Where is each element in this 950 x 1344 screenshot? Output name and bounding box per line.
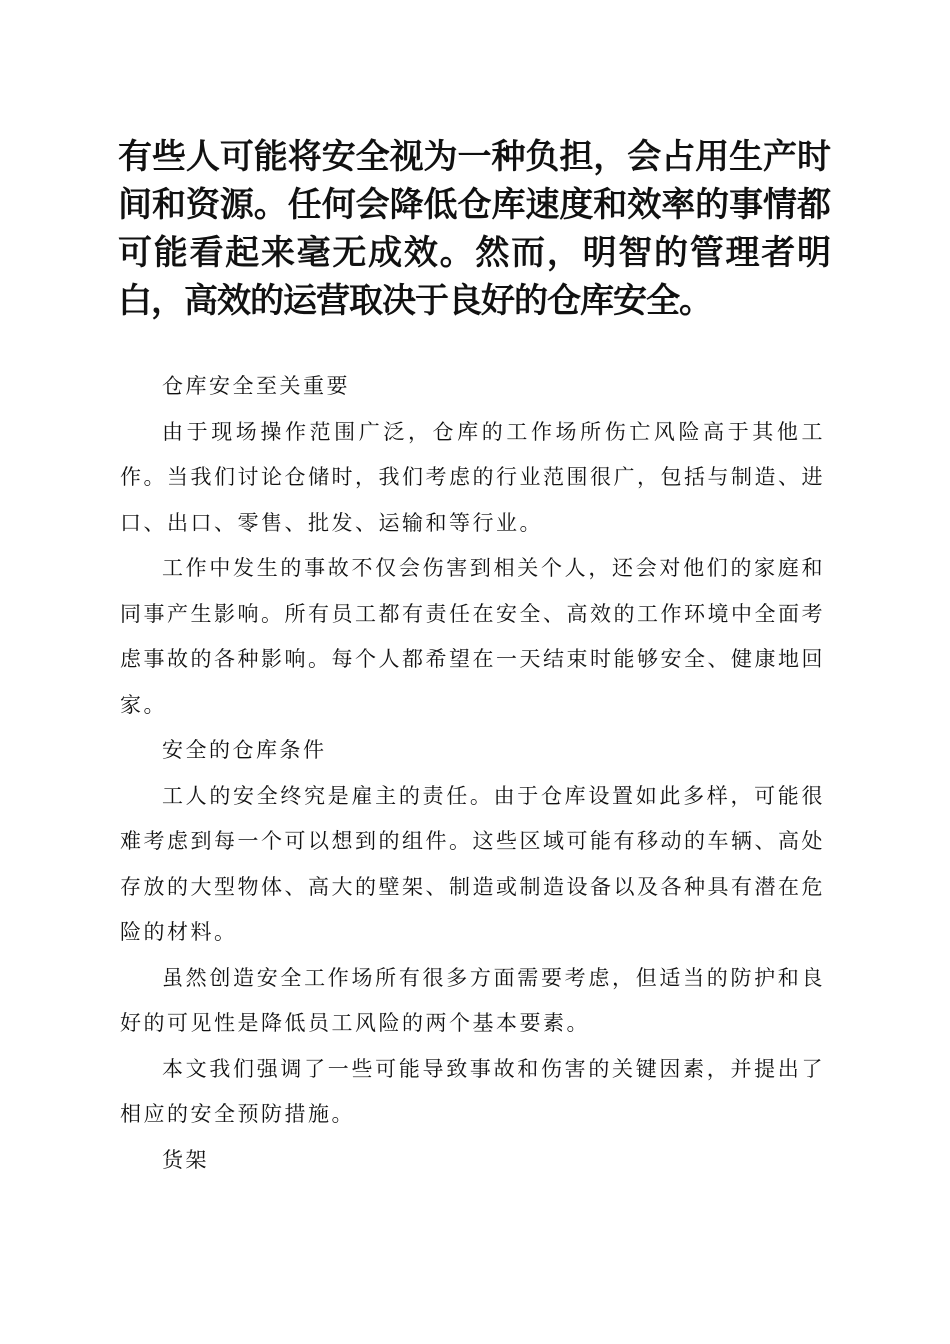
intro-paragraph: 有些人可能将安全视为一种负担，会占用生产时间和资源。任何会降低仓库速度和效率的事情都可能看起来毫无成效。然而，明智的管理者明白，高效的运营取决于良好的仓库安全。 <box>118 137 830 321</box>
section-heading-conditions: 安全的仓库条件 <box>162 738 327 762</box>
section-heading-shelving: 货架 <box>162 1147 209 1172</box>
article-body <box>120 364 825 1183</box>
paragraph-key-factors: 本文我们强调了一些可能导致事故和伤害的关键因素，并提出了相应的安全预防措施。 <box>120 1056 825 1126</box>
section-heading-importance: 仓库安全至关重要 <box>162 374 350 398</box>
paragraph-protection-visibility: 虽然创造安全工作场所有很多方面需要考虑，但适当的防护和良好的可见性是降低员工风险的两个基本要素。 <box>120 965 825 1035</box>
paragraph-workplace-risk: 由于现场操作范围广泛，仓库的工作场所伤亡风险高于其他工作。当我们讨论仓储时，我们考虑的行业范围很广，包括与制造、进口、出口、零售、批发、运输和等行业。 <box>120 419 825 535</box>
paragraph-accident-impact: 工作中发生的事故不仅会伤害到相关个人，还会对他们的家庭和同事产生影响。所有员工都有责任在安全、高效的工作环境中全面考虑事故的各种影响。每个人都希望在一天结束时能够安全、健康地回家。 <box>120 556 825 717</box>
paragraph-employer-responsibility: 工人的安全终究是雇主的责任。由于仓库设置如此多样，可能很难考虑到每一个可以想到的组件。这些区域可能有移动的车辆、高处存放的大型物体、高大的壁架、制造或制造设备以及各种具有潜在危险的材料。 <box>120 783 825 944</box>
